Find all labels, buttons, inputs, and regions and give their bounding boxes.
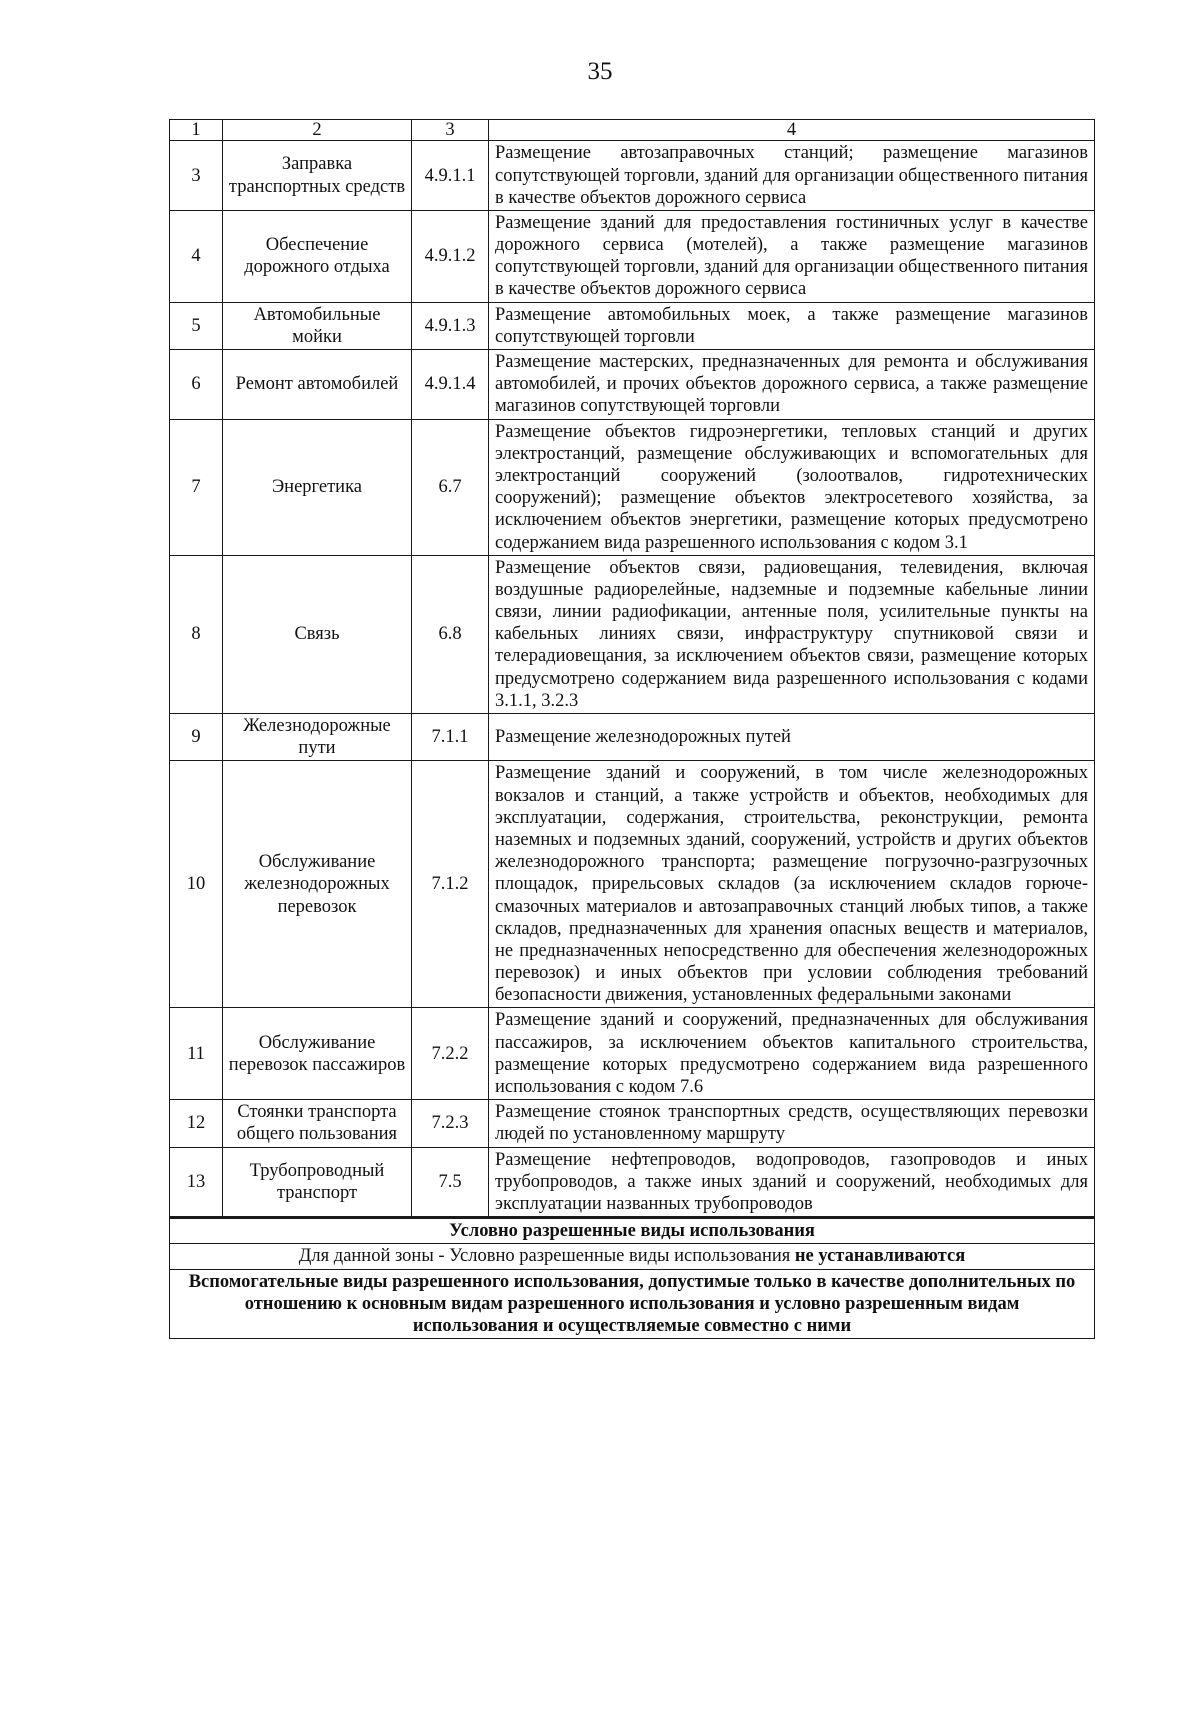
use-type-description: Размещение зданий для предоставления гостиничных услуг в качестве дорожного сервиса (мотелей), а также размещение магазинов сопутствующей торговли, зданий для организации общественного питания в качестве объектов дорожного сервиса (489, 210, 1095, 302)
conditional-note-text: Для данной зоны - Условно разрешенные виды использования (298, 1246, 795, 1267)
use-type-name: Обеспечение дорожного отдыха (223, 210, 412, 302)
use-type-code: 4.9.1.3 (412, 302, 489, 349)
use-type-name: Ремонт автомобилей (223, 350, 412, 420)
use-type-description: Размещение железнодорожных путей (489, 714, 1095, 761)
column-header-description: 4 (489, 120, 1095, 141)
table-header-row (170, 120, 1095, 141)
table-row (170, 350, 1095, 420)
row-number: 9 (170, 714, 223, 761)
auxiliary-uses-heading: Вспомогательные виды разрешенного использования, допустимые только в качестве дополнительных по отношению к основным видам разрешенного использования и условно разрешенным видам использования и осуществляемые совместно с ними (170, 1269, 1095, 1339)
row-number: 5 (170, 302, 223, 349)
conditional-uses-note (170, 1244, 1095, 1269)
page-number: 35 (587, 58, 613, 85)
use-type-description: Размещение нефтепроводов, водопроводов, газопроводов и иных трубопроводов, а также иных зданий и сооружений, необходимых для эксплуатации названных трубопроводов (489, 1147, 1095, 1218)
note-row (170, 1244, 1095, 1269)
table-row (170, 714, 1095, 761)
row-number: 4 (170, 210, 223, 302)
row-number: 13 (170, 1147, 223, 1218)
use-type-name: Энергетика (223, 419, 412, 555)
use-type-code: 7.2.3 (412, 1100, 489, 1147)
table-row (170, 1008, 1095, 1100)
row-number: 11 (170, 1008, 223, 1100)
use-type-description: Размещение зданий и сооружений, в том числе железнодорожных вокзалов и станций, а также устройств и объектов, необходимых для эксплуатации, содержания, строительства, реконструкции, ремонта наземных и подземных зданий, сооружений, устройств и других объектов железнодорожного транспорта; размещение погрузочно-разгрузочных площадок, прирельсовых складов (за исключением складов горюче-смазочных материалов и автозаправочных станций любых типов, а также складов, предназначенных для хранения опасных веществ и материалов, не предназначенных непосредственно для обеспечения железнодорожных перевозок) и иных объектов при условии соблюдения требований безопасности движения, установленных федеральными законами (489, 761, 1095, 1008)
use-type-description: Размещение автозаправочных станций; размещение магазинов сопутствующей торговли, зданий для организации общественного питания в качестве объектов дорожного сервиса (489, 141, 1095, 211)
use-type-name: Стоянки транспорта общего пользования (223, 1100, 412, 1147)
table-row (170, 419, 1095, 555)
table-row (170, 302, 1095, 349)
column-header-name: 2 (223, 120, 412, 141)
use-type-description: Размещение объектов связи, радиовещания, телевидения, включая воздушные радиорелейные, надземные и подземные кабельные линии связи, линии радиофикации, антенные поля, усилительные пункты на кабельных линиях связи, инфраструктуру спутниковой связи и телерадиовещания, за исключением объектов связи, размещение которых предусмотрено содержанием вида разрешенного использования с кодами 3.1.1, 3.2.3 (489, 555, 1095, 713)
column-header-number: 1 (170, 120, 223, 141)
use-type-description: Размещение мастерских, предназначенных для ремонта и обслуживания автомобилей, и прочих объектов дорожного сервиса, а также размещение магазинов сопутствующей торговли (489, 350, 1095, 420)
row-number: 12 (170, 1100, 223, 1147)
use-type-code: 4.9.1.1 (412, 141, 489, 211)
table-row (170, 555, 1095, 713)
table-row (170, 761, 1095, 1008)
use-type-name: Трубопроводный транспорт (223, 1147, 412, 1218)
use-type-name: Железнодорожные пути (223, 714, 412, 761)
table-row (170, 1147, 1095, 1218)
use-type-code: 7.5 (412, 1147, 489, 1218)
use-type-name: Заправка транспортных средств (223, 141, 412, 211)
use-type-name: Обслуживание перевозок пассажиров (223, 1008, 412, 1100)
use-type-code: 7.1.2 (412, 761, 489, 1008)
use-type-description: Размещение автомобильных моек, а также размещение магазинов сопутствующей торговли (489, 302, 1095, 349)
row-number: 7 (170, 419, 223, 555)
use-type-name: Автомобильные мойки (223, 302, 412, 349)
land-use-table (169, 119, 1095, 1339)
table-row (170, 1100, 1095, 1147)
use-type-description: Размещение объектов гидроэнергетики, тепловых станций и других электростанций, размещение обслуживающих и вспомогательных для электростанций сооружений (золоотвалов, гидротехнических сооружений); размещение объектов электросетевого хозяйства, за исключением объектов энергетики, размещение которых предусмотрено содержанием вида разрешенного использования с кодом 3.1 (489, 419, 1095, 555)
use-type-description: Размещение стоянок транспортных средств, осуществляющих перевозки людей по установленному маршруту (489, 1100, 1095, 1147)
column-header-code: 3 (412, 120, 489, 141)
row-number: 6 (170, 350, 223, 420)
use-type-code: 6.7 (412, 419, 489, 555)
section-row (170, 1218, 1095, 1244)
conditional-uses-heading: Условно разрешенные виды использования (170, 1218, 1095, 1244)
use-type-name: Связь (223, 555, 412, 713)
row-number: 3 (170, 141, 223, 211)
use-type-code: 7.2.2 (412, 1008, 489, 1100)
use-type-code: 7.1.1 (412, 714, 489, 761)
use-type-code: 4.9.1.2 (412, 210, 489, 302)
use-type-name: Обслуживание железнодорожных перевозок (223, 761, 412, 1008)
table-row (170, 141, 1095, 211)
row-number: 10 (170, 761, 223, 1008)
section-row (170, 1269, 1095, 1339)
row-number: 8 (170, 555, 223, 713)
conditional-note-emphasis: не устанавливаются (794, 1246, 966, 1267)
use-type-description: Размещение зданий и сооружений, предназначенных для обслуживания пассажиров, за исключением объектов капитального строительства, размещение которых предусмотрено содержанием вида разрешенного использования с кодом 7.6 (489, 1008, 1095, 1100)
use-type-code: 6.8 (412, 555, 489, 713)
use-type-code: 4.9.1.4 (412, 350, 489, 420)
table-row (170, 210, 1095, 302)
